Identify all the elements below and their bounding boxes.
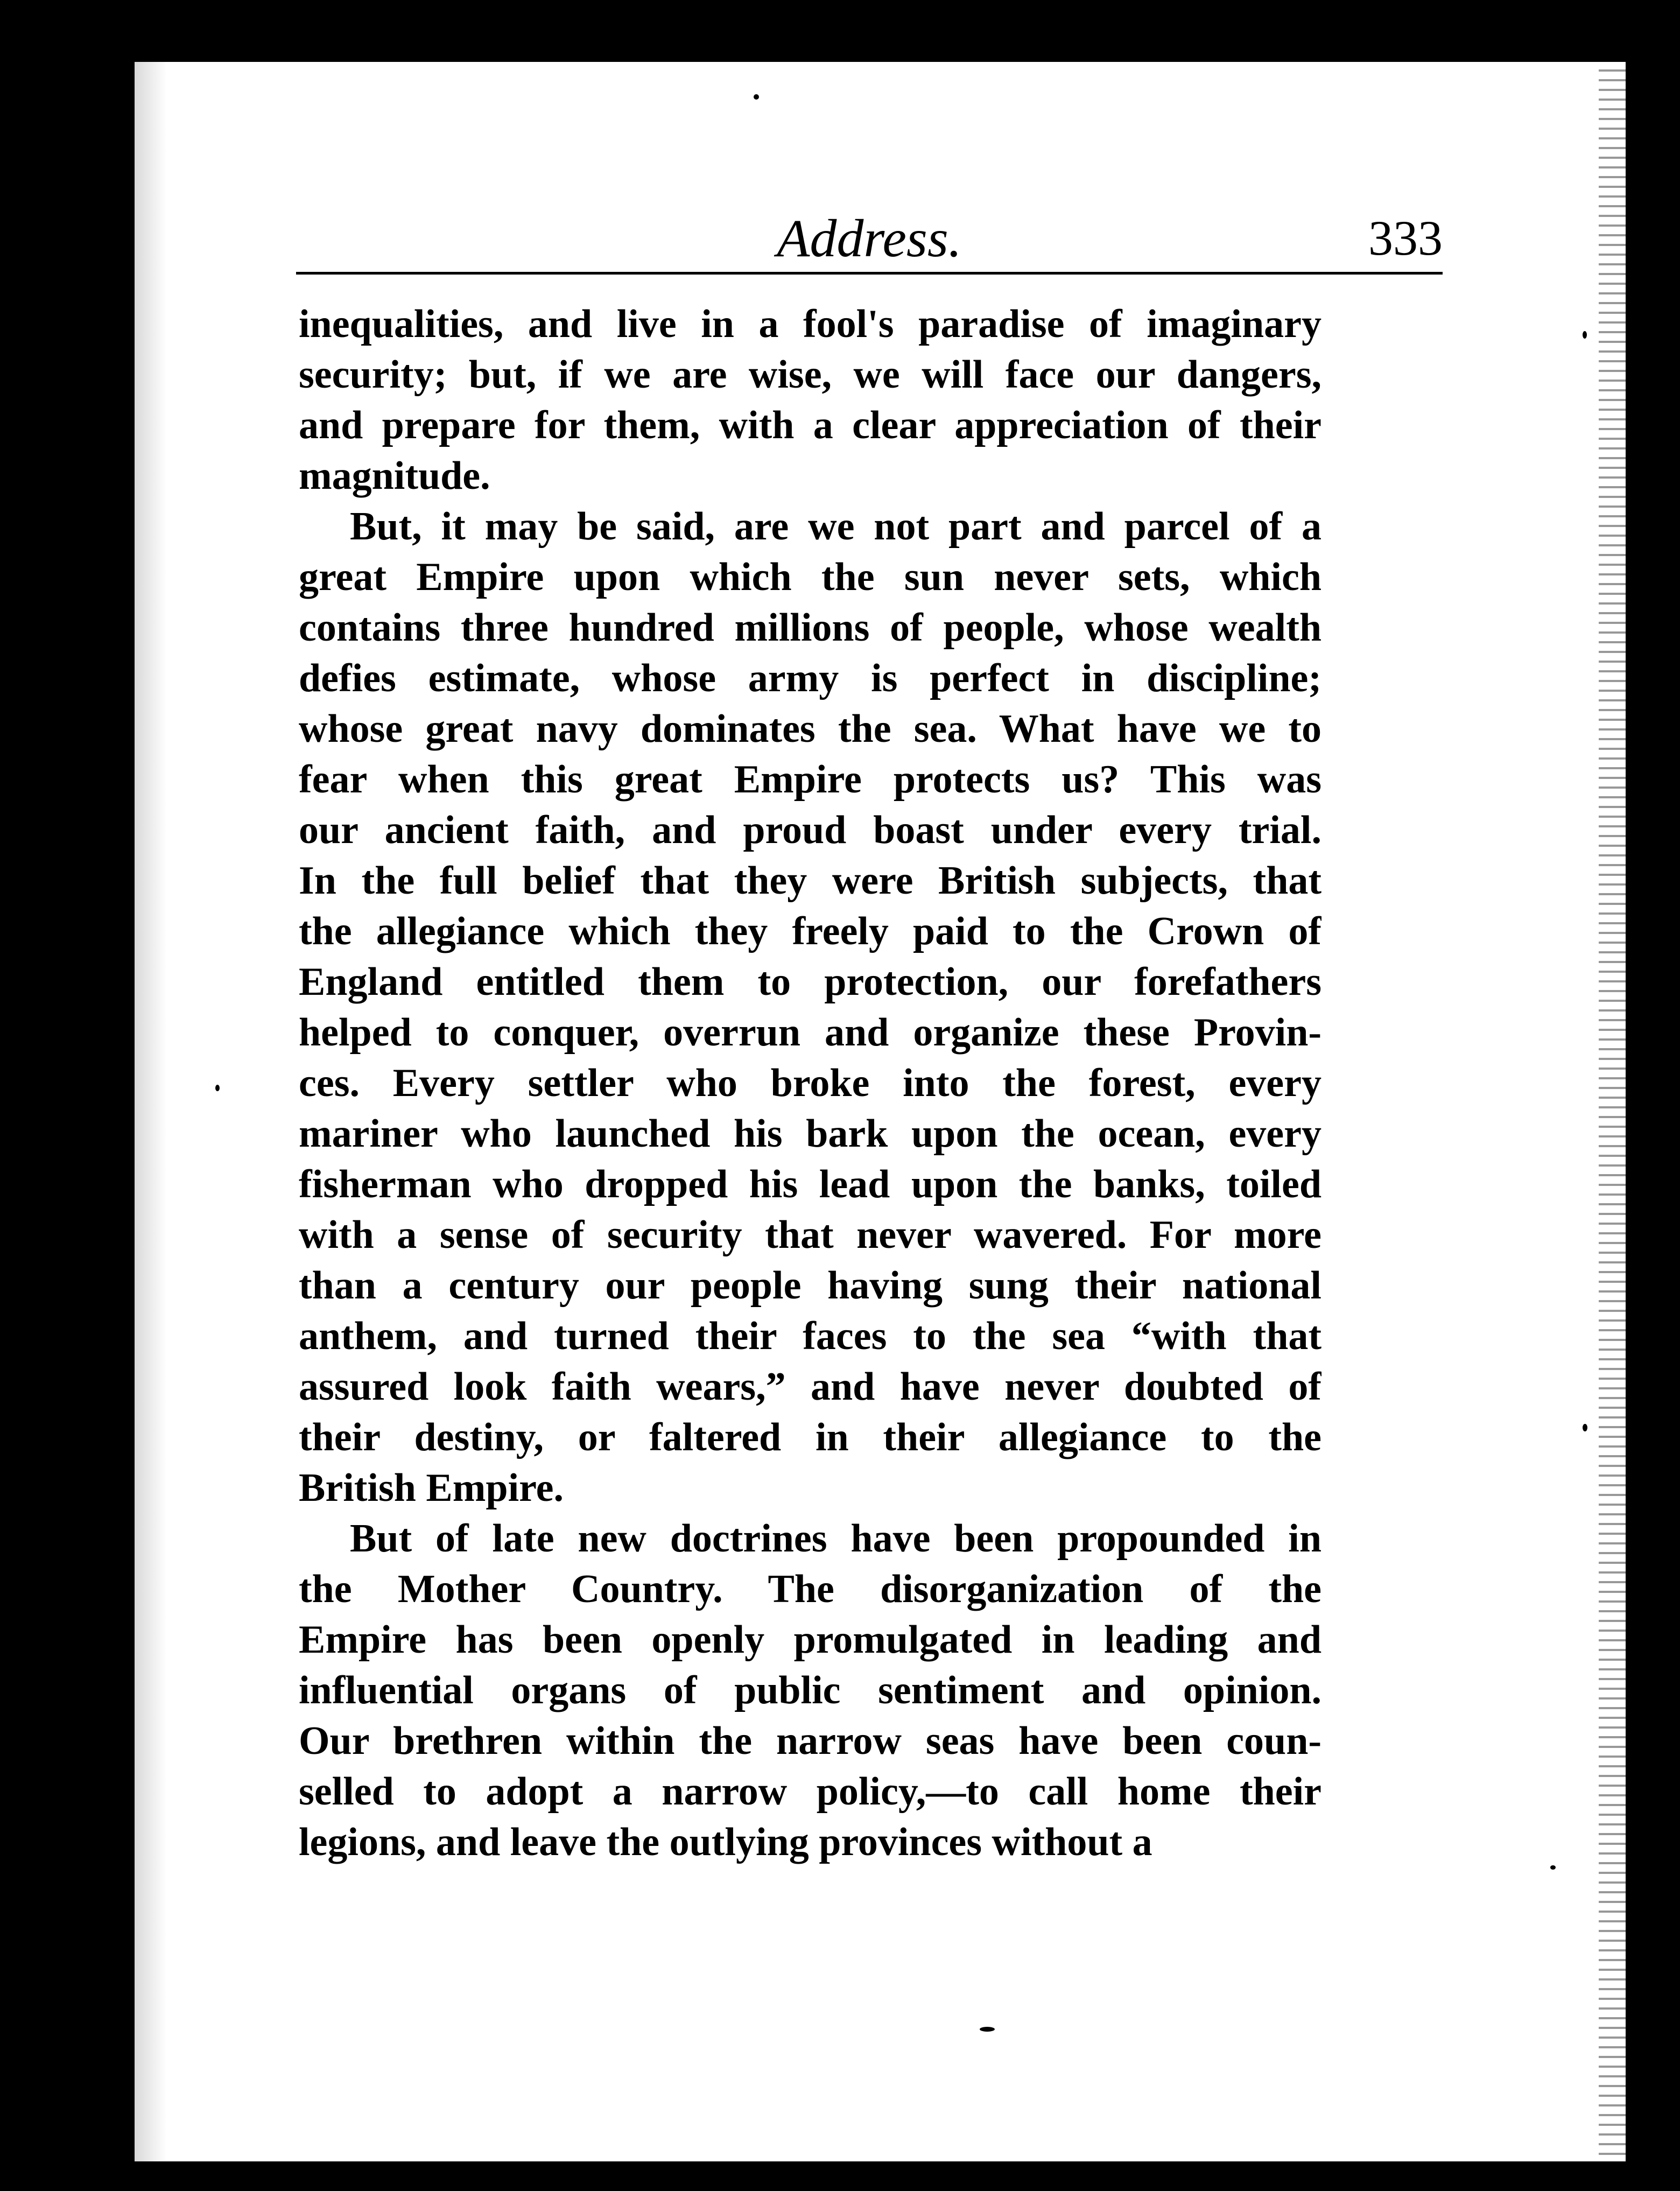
text-line: legions, and leave the outlying provinces without a xyxy=(299,1820,1152,1864)
text-line: the allegiance which they freely paid to the Crown of xyxy=(299,909,1321,953)
text-line: In the full belief that they were British subjects, that xyxy=(299,859,1321,903)
page-number: 333 xyxy=(1368,210,1443,265)
running-head xyxy=(296,191,1443,275)
text-line: fisherman who dropped his lead upon the banks, toiled xyxy=(299,1162,1321,1206)
gutter-shadow xyxy=(135,62,167,2161)
text-line: great Empire upon which the sun never sets, which xyxy=(299,555,1321,599)
text-line: inequalities, and live in a fool's paradise of imaginary xyxy=(299,302,1321,346)
text-line: influential organs of public sentiment and opinion. xyxy=(299,1668,1321,1712)
text-line: British Empire. xyxy=(299,1466,564,1510)
text-line: magnitude. xyxy=(299,454,490,498)
text-line: But of late new doctrines have been propounded in xyxy=(350,1516,1321,1561)
print-speck xyxy=(215,1085,220,1091)
print-speck xyxy=(1583,1424,1587,1431)
body-text xyxy=(299,299,1321,1867)
text-line: security; but, if we are wise, we will face our dangers, xyxy=(299,353,1321,397)
text-line: their destiny, or faltered in their allegiance to the xyxy=(299,1415,1321,1459)
text-line: contains three hundred millions of people, whose wealth xyxy=(299,606,1321,650)
text-line: helped to conquer, overrun and organize these Provin- xyxy=(299,1010,1321,1055)
text-line: Empire has been openly promulgated in leading and xyxy=(299,1618,1321,1662)
text-line: fear when this great Empire protects us? This was xyxy=(299,757,1321,802)
page-edge xyxy=(1599,62,1626,2161)
text-line: than a century our people having sung their national xyxy=(299,1263,1321,1308)
book-page xyxy=(135,62,1626,2161)
print-speck xyxy=(1550,1865,1556,1870)
text-line: the Mother Country. The disorganization of the xyxy=(299,1567,1321,1611)
text-line: But, it may be said, are we not part and parcel of a xyxy=(350,504,1321,549)
text-line: with a sense of security that never wavered. For more xyxy=(299,1213,1321,1257)
text-line: and prepare for them, with a clear appreciation of their xyxy=(299,403,1321,447)
text-line: anthem, and turned their faces to the sea “with that xyxy=(299,1314,1321,1358)
text-line: our ancient faith, and proud boast under every trial. xyxy=(299,808,1321,852)
text-line: assured look faith wears,” and have never doubted of xyxy=(299,1365,1321,1409)
text-line: whose great navy dominates the sea. What have we to xyxy=(299,707,1321,751)
text-line: defies estimate, whose army is perfect in discipline; xyxy=(299,656,1321,700)
text-line: England entitled them to protection, our forefathers xyxy=(299,960,1321,1004)
print-speck xyxy=(980,2027,995,2032)
text-line: selled to adopt a narrow policy,—to call home their xyxy=(299,1769,1321,1814)
print-speck xyxy=(1583,331,1587,339)
running-head-title: Address. xyxy=(777,208,962,268)
text-line: ces. Every settler who broke into the forest, every xyxy=(299,1061,1321,1105)
text-line: mariner who launched his bark upon the ocean, every xyxy=(299,1112,1321,1156)
text-line: Our brethren within the narrow seas have been coun- xyxy=(299,1719,1321,1763)
print-speck xyxy=(754,94,759,100)
